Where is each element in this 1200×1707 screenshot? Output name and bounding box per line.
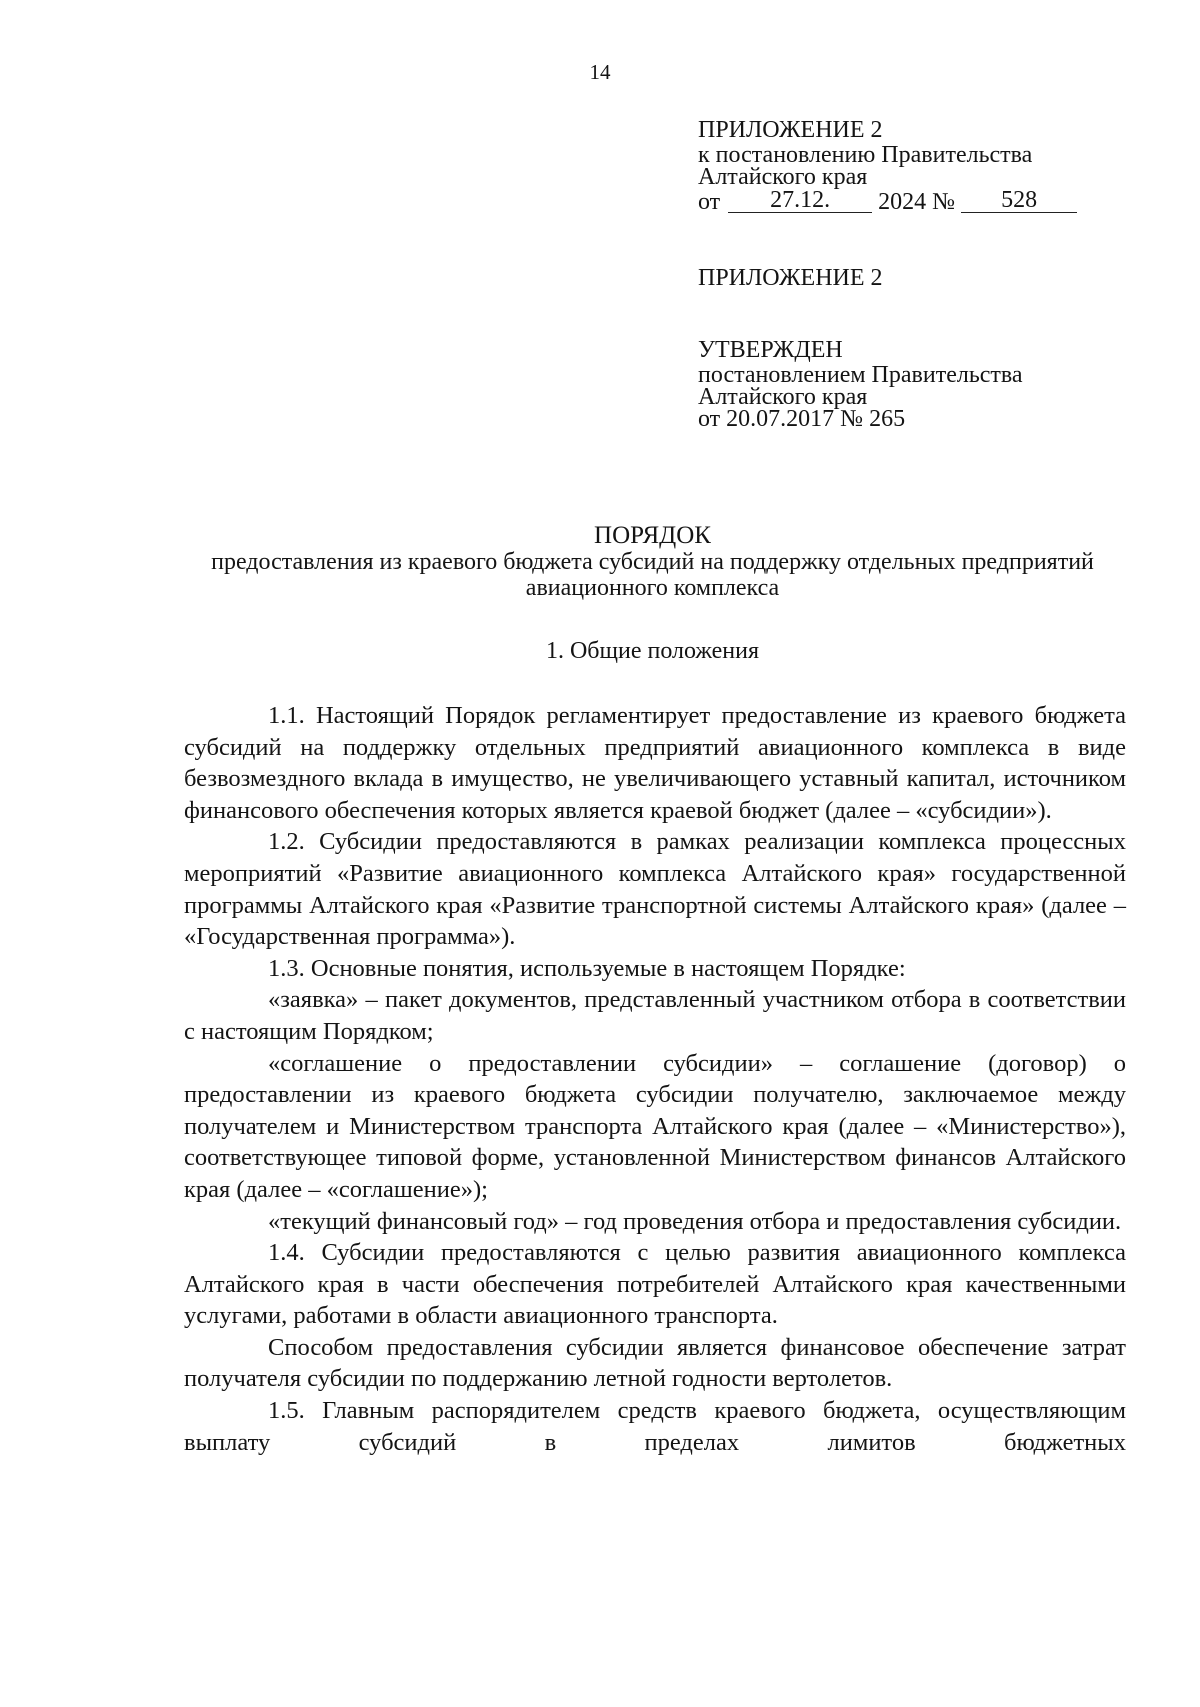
title-subtitle: предоставления из краевого бюджета субсидий на поддержку отдельных предприятий авиационного комплекса — [211, 549, 1094, 601]
approved-line3: от 20.07.2017 № 265 — [698, 406, 906, 432]
document-body — [184, 700, 1126, 1458]
approved-line1: постановлением Правительства — [698, 362, 1023, 388]
approved-block — [698, 336, 1118, 430]
document-title — [180, 522, 1125, 601]
date-prefix: от — [698, 189, 721, 215]
approved-line2: Алтайского края — [698, 384, 868, 410]
appendix-current-line1: к постановлению Правительства — [698, 142, 1033, 168]
date-field: 27.12. — [728, 188, 872, 213]
number-field: 528 — [961, 188, 1077, 213]
title-main: ПОРЯДОК — [594, 522, 711, 549]
appendix-original-block — [698, 264, 1118, 292]
appendix-current-date-line — [698, 188, 1118, 213]
page-number: 14 — [589, 60, 611, 84]
approved-heading: УТВЕРЖДЕН — [698, 337, 843, 363]
appendix-current-line2: Алтайского края — [698, 164, 868, 190]
appendix-original-heading: ПРИЛОЖЕНИЕ 2 — [698, 265, 883, 291]
paragraph-1-2: 1.2. Субсидии предоставляются в рамках реализации комплекса процессных мероприятий «Развитие авиационного комплекса Алтайского края» государственной программы Алтайского края «Развитие транспортной системы Алтайского края» (далее – «Государственная программа»). — [184, 828, 1126, 951]
section-heading: 1. Общие положения — [545, 638, 760, 664]
definition-fiscal-year: «текущий финансовый год» – год проведения отбора и предоставления субсидии. — [268, 1207, 1122, 1235]
appendix-current-heading: ПРИЛОЖЕНИЕ 2 — [698, 117, 883, 143]
paragraph-1-1: 1.1. Настоящий Порядок регламентирует предоставление из краевого бюджета субсидий на поддержку отдельных предприятий авиационного комплекса в виде безвозмездного вклада в имущество, не увеличивающего уставный капитал, источником финансового обеспечения которых является краевой бюджет (далее – «субсидии»). — [184, 702, 1126, 824]
paragraph-1-5: 1.5. Главным распорядителем средств краевого бюджета, осуществляющим выплату субсидий в пределах лимитов бюджетных — [184, 1397, 1126, 1456]
paragraph-method: Способом предоставления субсидии является финансовое обеспечение затрат получателя субсидии по поддержанию летной годности вертолетов. — [184, 1333, 1126, 1393]
definition-application: «заявка» – пакет документов, представленный участником отбора в соответствии с настоящим Порядком; — [184, 986, 1126, 1045]
paragraph-1-4: 1.4. Субсидии предоставляются с целью развития авиационного комплекса Алтайского края в части обеспечения потребителей Алтайского края качественными услугами, работами в области авиационного транспорта. — [184, 1239, 1126, 1330]
appendix-current-block — [698, 116, 1118, 213]
definition-agreement: «соглашение о предоставлении субсидии» – соглашение (договор) о предоставлении из краевого бюджета субсидии получателю, заключаемое между получателем и Министерством транспорта Алтайского края (далее – «Министерство»), соответствующее типовой форме, установленной Министерством финансов Алтайского края (далее – «соглашение»); — [184, 1049, 1126, 1203]
year-text: 2024 № — [878, 189, 956, 215]
paragraph-1-3: 1.3. Основные понятия, используемые в настоящем Порядке: — [268, 954, 906, 982]
